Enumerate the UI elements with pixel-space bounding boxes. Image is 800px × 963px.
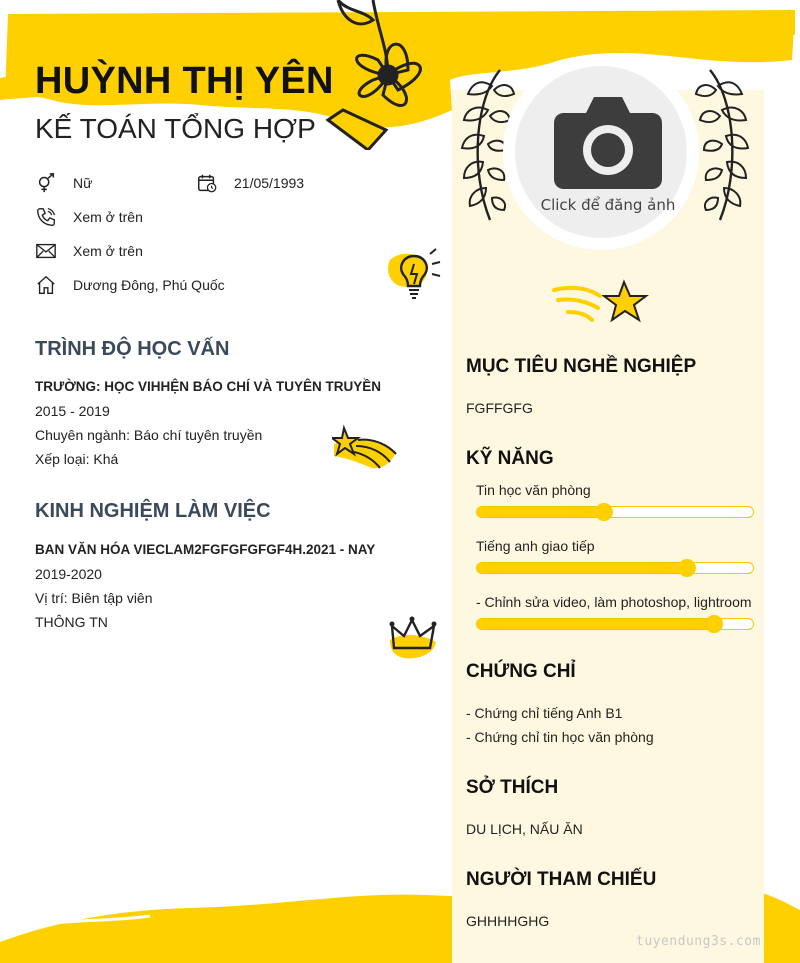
- email-value: Xem ở trên: [73, 243, 143, 259]
- gender-row: [35, 172, 92, 194]
- objective-heading: MỤC TIÊU NGHỀ NGHIỆP: [466, 356, 697, 377]
- crown-doodle-icon: [388, 614, 440, 660]
- skill-bar-fill: [477, 507, 604, 517]
- star-doodle-icon: [552, 278, 656, 328]
- skills-heading: KỸ NĂNG: [466, 448, 554, 469]
- experience-years: 2019-2020: [35, 566, 102, 582]
- references-heading: NGƯỜI THAM CHIẾU: [466, 869, 657, 890]
- lightbulb-doodle-icon: [386, 246, 446, 304]
- certificate-item: - Chứng chỉ tin học văn phòng: [466, 729, 654, 745]
- birthdate-value: 21/05/1993: [234, 175, 305, 191]
- certificate-item: - Chứng chỉ tiếng Anh B1: [466, 705, 623, 721]
- skill-bar: [476, 562, 754, 574]
- certificates-heading: CHỨNG CHỈ: [466, 661, 576, 682]
- education-heading: TRÌNH ĐỘ HỌC VẤN: [35, 338, 230, 360]
- site-watermark: tuyendung3s.com: [636, 934, 761, 949]
- phone-row: [35, 206, 143, 228]
- birthdate-row: [196, 172, 304, 194]
- experience-heading: KINH NGHIỆM LÀM VIỆC: [35, 500, 271, 522]
- hobbies-text: DU LỊCH, NẤU ĂN: [466, 821, 583, 837]
- education-major: Chuyên ngành: Báo chí tuyên truyền: [35, 427, 263, 443]
- flower-doodle-icon: [318, 0, 448, 150]
- education-school: TRƯỜNG: HỌC VIHHỆN BÁO CHÍ VÀ TUYÊN TRUYỀN: [35, 379, 381, 394]
- education-years: 2015 - 2019: [35, 403, 110, 419]
- experience-position: Vị trí: Biên tập viên: [35, 590, 153, 606]
- envelope-icon: [35, 240, 57, 262]
- shooting-star-doodle-icon: [332, 422, 402, 474]
- home-icon: [35, 274, 57, 296]
- skill-bar-fill: [477, 563, 687, 573]
- phone-value: Xem ở trên: [73, 209, 143, 225]
- hobbies-heading: SỞ THÍCH: [466, 777, 559, 798]
- references-text: GHHHHGHG: [466, 913, 550, 929]
- job-title: KẾ TOÁN TỔNG HỢP: [35, 113, 316, 144]
- skill-bar-knob: [678, 559, 696, 577]
- skill-label: - Chỉnh sửa video, làm photoshop, lightroom: [476, 594, 752, 610]
- candidate-name: HUỲNH THỊ YÊN: [35, 60, 334, 102]
- gender-icon: [35, 172, 57, 194]
- email-row: [35, 240, 143, 262]
- experience-company: BAN VĂN HÓA VIECLAM2FGFGFGFGF4H.2021 - NAY: [35, 542, 376, 557]
- objective-text: FGFFGFG: [466, 400, 533, 416]
- address-value: Dương Đông, Phú Quốc: [73, 277, 225, 293]
- calendar-icon: [196, 172, 218, 194]
- skill-bar-fill: [477, 619, 714, 629]
- experience-note: THÔNG TN: [35, 614, 108, 630]
- education-rank: Xếp loại: Khá: [35, 451, 119, 467]
- address-row: [35, 274, 225, 296]
- skill-label: Tiếng anh giao tiếp: [476, 538, 595, 554]
- skill-bar-knob: [595, 503, 613, 521]
- gender-value: Nữ: [73, 175, 93, 191]
- skill-bar: [476, 506, 754, 518]
- photo-upload-label[interactable]: Click để đăng ảnh: [540, 196, 676, 214]
- skill-bar: [476, 618, 754, 630]
- phone-icon: [35, 206, 57, 228]
- camera-icon[interactable]: [552, 95, 664, 190]
- skill-label: Tin học văn phòng: [476, 482, 591, 498]
